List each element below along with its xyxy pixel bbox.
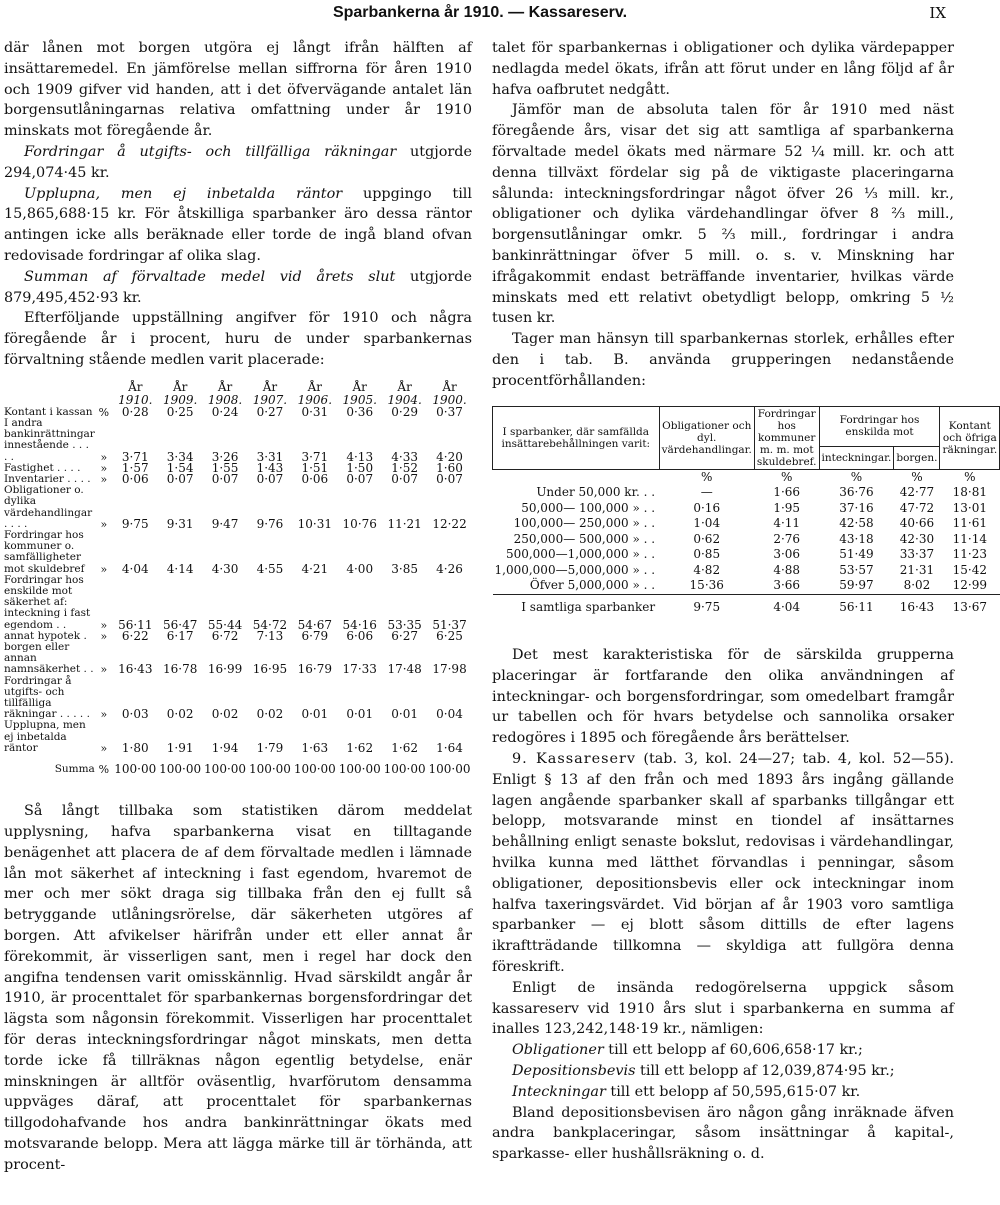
cell: 0·07 bbox=[391, 471, 418, 486]
cell: 11·14 bbox=[952, 531, 988, 546]
cell: 1·91 bbox=[166, 740, 194, 755]
row-label: 500,000—1,000,000 » . . bbox=[505, 547, 656, 562]
cell: 0·85 bbox=[693, 547, 721, 562]
row-label: 100,000— 250,000 » . . bbox=[513, 516, 656, 531]
cell: 53·57 bbox=[839, 562, 874, 577]
year-header: 1905. bbox=[342, 392, 377, 407]
col-header-borgen: borgen. bbox=[894, 447, 940, 470]
year-header: 1909. bbox=[162, 392, 198, 407]
unit-cell: » bbox=[100, 741, 108, 755]
table-body bbox=[4, 404, 472, 777]
cell: 16·43 bbox=[118, 662, 153, 677]
table-row bbox=[4, 485, 472, 530]
year-label: År bbox=[217, 379, 233, 394]
cell: 100·00 bbox=[383, 762, 426, 777]
size-table-total-row bbox=[493, 594, 1000, 615]
cell: 3·71 bbox=[121, 449, 149, 464]
cell: 9·47 bbox=[211, 516, 239, 531]
italic-term: Depositionsbevis bbox=[512, 1062, 636, 1079]
table-row bbox=[4, 676, 472, 721]
cell: 100·00 bbox=[338, 762, 381, 777]
size-table-row bbox=[493, 547, 1000, 563]
year-label-row bbox=[4, 381, 472, 394]
size-table-row bbox=[493, 532, 1000, 548]
cell: 17·98 bbox=[432, 662, 467, 677]
row-label: Inventarier . . . . bbox=[4, 472, 91, 485]
left-paragraph-efterfoljande: Efterföljande uppställning angifver för 1910 och några föregående år i procent, huru de under sparbankernas förvaltning stående medlen varit placerade: bbox=[4, 310, 472, 368]
row-label: I andra bankinrättningar innestående . . . . . bbox=[4, 416, 95, 463]
cell: 17·33 bbox=[342, 662, 377, 677]
unit-header bbox=[95, 381, 113, 394]
italic-term: Fordringar å utgifts- och tillfälliga räkningar bbox=[24, 143, 397, 160]
cell: 42·77 bbox=[899, 485, 935, 500]
unit-cell: » bbox=[100, 562, 108, 576]
cell: 0·02 bbox=[166, 707, 194, 722]
cell: 4·13 bbox=[346, 449, 374, 464]
row-label: annat hypotek . bbox=[4, 629, 87, 642]
cell: 1·80 bbox=[121, 740, 149, 755]
unit-cell: » bbox=[100, 629, 108, 643]
page-number: IX bbox=[929, 4, 946, 22]
sum-row bbox=[4, 754, 472, 775]
table-row bbox=[4, 407, 472, 418]
table-row bbox=[4, 530, 472, 575]
cell: 0·07 bbox=[211, 471, 239, 486]
cell: 15·36 bbox=[689, 578, 724, 593]
unit-cell: % bbox=[964, 469, 976, 484]
right-column bbox=[492, 38, 998, 1165]
cell: 4·55 bbox=[256, 561, 284, 576]
right-paragraph-kassareserv bbox=[492, 749, 954, 978]
cell: 0·24 bbox=[211, 404, 239, 419]
page-header-title: Sparbankerna år 1910. — Kassareserv. bbox=[332, 4, 628, 21]
cell: 51·37 bbox=[432, 617, 467, 632]
year-header: 1900. bbox=[432, 392, 467, 407]
year-label: År bbox=[128, 379, 143, 394]
cell: 4·33 bbox=[391, 449, 418, 464]
cell: 51·49 bbox=[839, 547, 874, 562]
cell: — bbox=[700, 485, 713, 500]
cell: 21·31 bbox=[899, 562, 935, 577]
cell: 0·02 bbox=[256, 707, 284, 722]
cell: 0·29 bbox=[391, 404, 418, 419]
row-label: Obligationer o. dylika värdehandlingar . . . . bbox=[4, 484, 93, 530]
section-heading: 9. Kassareserv bbox=[512, 751, 637, 768]
cell: 53·35 bbox=[387, 617, 422, 632]
unit-cell: » bbox=[100, 461, 108, 475]
cell: 1·62 bbox=[346, 740, 374, 755]
size-table-row bbox=[493, 578, 1000, 594]
cell: 100·00 bbox=[114, 762, 157, 777]
cell: 4·00 bbox=[346, 561, 374, 576]
row-label: Upplupna, men ej inbetalda räntor bbox=[4, 719, 86, 754]
paragraph-text: (tab. 3, kol. 24—27; tab. 4, kol. 52—55). Enligt § 13 af den från och med 1893 års ingång gällande lagen angående sparbanker skall af sparbanks tillgångar ett belopp, motsvarande minst en tiondel af insättarnes behållning enligt senaste bokslut, redovisas i värdehandlingar, hvilka kunna med lätthet förvandlas i penningar, såsom obligationer, depositionsbevis eller ock inteckningar inom halfva taxeringsvärdet. Vid början af år 1903 voro samtliga sparbanker — ej blott såsom dittills de efter lagens ikraftträdande tillkomna — skyldiga att fullgöra denna föreskrift. bbox=[492, 751, 955, 975]
italic-term: Inteckningar bbox=[512, 1083, 606, 1100]
unit-cell: % bbox=[701, 469, 713, 484]
cell: 56·11 bbox=[118, 617, 153, 632]
size-table-corner: I sparbanker, där samfällda insättarebehållningen varit: bbox=[493, 406, 660, 469]
cell: 33·37 bbox=[899, 547, 935, 562]
cell: 0·06 bbox=[121, 471, 149, 486]
cell: 1·04 bbox=[693, 516, 721, 531]
cell: 6·25 bbox=[436, 628, 463, 643]
cell: 12·99 bbox=[952, 578, 988, 593]
year-header: 1907. bbox=[252, 392, 288, 407]
cell: 100·00 bbox=[204, 762, 247, 777]
cell: 1·60 bbox=[436, 460, 463, 475]
list-item-depositionsbevis bbox=[492, 1061, 954, 1082]
cell: 54·72 bbox=[252, 617, 288, 632]
unit-cell: % bbox=[780, 469, 793, 484]
cell: 6·22 bbox=[121, 628, 149, 643]
cell: 3·26 bbox=[211, 449, 239, 464]
cell: 4·26 bbox=[436, 561, 463, 576]
unit-row-label bbox=[493, 469, 660, 485]
cell: 7·13 bbox=[256, 628, 284, 643]
row-label: Under 50,000 kr. . . bbox=[536, 485, 656, 500]
cell: 6·72 bbox=[211, 628, 239, 643]
row-label: 50,000— 100,000 » . . bbox=[521, 500, 656, 515]
cell: 9·75 bbox=[121, 516, 149, 531]
col-header-enskilda: Fordringar hos enskilda mot bbox=[819, 406, 940, 447]
row-label: 1,000,000—5,000,000 » . . bbox=[494, 562, 656, 577]
col-header-inteckningar: inteckningar. bbox=[819, 447, 894, 470]
year-label: År bbox=[352, 379, 367, 394]
cell: 16·95 bbox=[252, 662, 288, 677]
year-label: År bbox=[442, 379, 457, 394]
cell: 0·37 bbox=[436, 404, 463, 419]
cell: 6·27 bbox=[391, 628, 418, 643]
cell: 1·63 bbox=[301, 740, 329, 755]
cell: 3·31 bbox=[256, 449, 284, 464]
cell: 0·07 bbox=[166, 471, 194, 486]
cell: 0·03 bbox=[121, 707, 149, 722]
list-text: till ett belopp af 60,606,658·17 kr.; bbox=[603, 1042, 863, 1059]
cell: 0·07 bbox=[346, 471, 374, 486]
cell: 6·79 bbox=[301, 628, 329, 643]
right-paragraph-enligt: Enligt de insända redogörelserna uppgick såsom kassareserv vid 1910 års slut i sparbankerna en summa af inalles 123,242,148·19 kr., nämligen: bbox=[492, 979, 954, 1038]
left-paragraph-upplupna bbox=[4, 184, 472, 267]
cell: 36·76 bbox=[839, 485, 874, 500]
italic-term: Obligationer bbox=[512, 1042, 604, 1059]
cell: 4·88 bbox=[773, 562, 801, 577]
cell: 43·18 bbox=[839, 531, 874, 546]
cell: 1·50 bbox=[346, 460, 374, 475]
sum-label: Summa bbox=[54, 763, 95, 776]
table-row bbox=[4, 631, 472, 642]
cell: 0·01 bbox=[391, 707, 418, 722]
row-label: Öfver 5,000,000 » . . bbox=[529, 578, 656, 593]
unit-cell: » bbox=[100, 472, 108, 486]
row-label: borgen eller annan namnsäkerhet . . bbox=[4, 641, 94, 676]
cell: 0·28 bbox=[121, 404, 149, 419]
year-header: 1904. bbox=[387, 392, 422, 407]
left-paragraph-sa-langt: Så långt tillbaka som statistiken därom meddelat upplysning, hafva sparbankerna visat en tilltagande benägenhet att placera de af dem förvaltade medlen i lämnade lån mot säkerhet af inteckning i fast egendom, hvaremot de mer och mer sökt draga sig tillbaka från den ej fullt så betryggande utlåningsrörelse, där säkerheten utgöres af borgen. Att afvikelser härifrån under ett eller annat år förekommit, är visserligen sant, men i regel har dock den angifna tendensen varit omisskännlig. Hvad särskildt angår år 1910, är procenttalet för sparbankernas borgensfordringar det lägsta som någonsin förekommit. Visserligen har procenttalet för deras inteckningsfordringar något minskats, men detta torde icke få tillräknas någon egentlig betydelse, enär minskningen är alltför oväsentlig, hvarförutom densamma uppväges däraf, att procenttalet för sparbankernas tillgodohafvande hos andra bankinrättningar ökats med motsvarande belopp. Mera att lägga märke till är törhända, att procent- bbox=[4, 803, 472, 1173]
cell: 0·01 bbox=[301, 707, 329, 722]
list-item-inteckningar bbox=[492, 1082, 954, 1103]
cell: 1·64 bbox=[436, 740, 463, 755]
table-corner bbox=[4, 394, 95, 407]
table-row bbox=[4, 575, 472, 631]
cell: 100·00 bbox=[293, 762, 336, 777]
cell: 13·67 bbox=[940, 594, 1000, 615]
row-label: Fordringar hos kommuner o. samfälligheter mot skuldebref bbox=[4, 528, 85, 575]
unit-cell: % bbox=[98, 405, 110, 419]
cell: 16·78 bbox=[162, 662, 198, 677]
row-label: Kontant i kassan bbox=[4, 405, 93, 418]
unit-cell: » bbox=[100, 618, 108, 632]
cell: 3·66 bbox=[773, 578, 801, 593]
cell: 8·02 bbox=[903, 578, 931, 593]
cell: 1·57 bbox=[121, 460, 149, 475]
cell: 0·36 bbox=[346, 404, 374, 419]
cell: 100·00 bbox=[428, 762, 471, 777]
cell: 59·97 bbox=[839, 578, 874, 593]
right-paragraph-det-mest: Det mest karakteristiska för de särskilda grupperna placeringar är fortfarande den olika användningen af inteckningar- och borgensfordringar, som omedelbart framgår ur tabellen och för hvars betydelse och sannolika orsaker redogöres i 1895 och föregående års berättelser. bbox=[492, 647, 954, 747]
cell: 54·67 bbox=[297, 617, 333, 632]
size-table-row bbox=[493, 501, 1000, 517]
table-corner bbox=[4, 381, 95, 394]
cell: 42·30 bbox=[899, 531, 935, 546]
cell: 1·43 bbox=[256, 460, 284, 475]
cell: 4·11 bbox=[773, 516, 801, 531]
cell: 11·61 bbox=[952, 516, 988, 531]
cell: 9·76 bbox=[256, 516, 284, 531]
unit-cell: % bbox=[98, 763, 110, 777]
cell: 12·22 bbox=[432, 516, 467, 531]
cell: 4·30 bbox=[211, 561, 239, 576]
right-paragraph-jamfor: Jämför man de absoluta talen för år 1910 med näst föregående års, visar det sig att samtliga af sparbankerna förvaltade medel ökats med närmare 52 ¼ mill. kr. och att denna tillväxt fördelar sig på de viktigaste placeringarna sålunda: inteckningsfordringar något öfver 26 ⅓ mill. kr., obligationer och dylika värdehandlingar öfver 8 ⅔ mill., borgensutlåningar omkr. 5 ⅔ mill., fordringar i andra bankinrättningar öfver 5 mill. o. s. v. Minskning har ifrågakommit endast beträffande inventarier, hvilkas värde minskats med ett relativt obetydligt belopp, omkring 5 ½ tusen kr. bbox=[492, 102, 954, 327]
placement-percentage-table bbox=[4, 381, 472, 776]
size-table-header-row-1 bbox=[493, 406, 1000, 447]
year-label: År bbox=[262, 379, 278, 394]
cell: 3·34 bbox=[166, 449, 194, 464]
cell: 100·00 bbox=[248, 762, 291, 777]
cell: 6·17 bbox=[166, 628, 194, 643]
cell: 0·01 bbox=[346, 707, 374, 722]
list-text: till ett belopp af 50,595,615·07 kr. bbox=[605, 1083, 861, 1100]
cell: 56·11 bbox=[819, 594, 894, 615]
paragraph-text: utgjorde 294,074·45 kr. bbox=[4, 143, 472, 181]
size-table-row bbox=[493, 516, 1000, 532]
cell: 1·55 bbox=[211, 460, 239, 475]
cell: 10·31 bbox=[297, 516, 333, 531]
cell: 1·94 bbox=[211, 740, 239, 755]
cell: 0·02 bbox=[211, 707, 239, 722]
cell: 47·72 bbox=[899, 500, 935, 515]
year-header: 1910. bbox=[118, 392, 153, 407]
year-label: År bbox=[397, 379, 412, 394]
cell: 6·06 bbox=[346, 628, 374, 643]
cell: 16·43 bbox=[894, 594, 940, 615]
cell: 1·62 bbox=[391, 740, 418, 755]
row-label: I samtliga sparbanker bbox=[493, 594, 660, 615]
cell: 3·71 bbox=[301, 449, 329, 464]
right-paragraph-1: talet för sparbankernas i obligationer och dylika värdepapper nedlagda medel ökats, ifrån att förut under en lång följd af år hafva oafbrutet nedgått. bbox=[492, 40, 954, 98]
cell: 0·25 bbox=[166, 404, 194, 419]
cell: 18·81 bbox=[952, 485, 988, 500]
col-header-kommuner: Fordringar hos kommuner m. m. mot skuldebref. bbox=[754, 406, 819, 469]
cell: 0·16 bbox=[693, 500, 721, 515]
cell: 9·75 bbox=[659, 594, 754, 615]
cell: 1·51 bbox=[301, 460, 329, 475]
cell: 4·04 bbox=[754, 594, 819, 615]
left-paragraph-summan bbox=[4, 267, 472, 309]
left-paragraph-1: där lånen mot borgen utgöra ej långt ifrån hälften af insättaremedel. En jämförelse mellan siffrorna för åren 1910 och 1909 gifver vid handen, att i det öfvervägande antalet län borgensutlåningarnas relativa omfattning under år 1910 minskats mot föregående år. bbox=[4, 40, 472, 140]
cell: 16·99 bbox=[207, 662, 243, 677]
bank-size-percentage-table bbox=[492, 406, 1000, 616]
list-text: till ett belopp af 12,039,874·95 kr.; bbox=[635, 1062, 895, 1079]
cell: 11·21 bbox=[387, 516, 422, 531]
row-label: Fordringar å utgifts- och tillfälliga räkningar . . . . . bbox=[4, 674, 90, 721]
left-paragraph-fordringar bbox=[4, 142, 472, 184]
unit-cell: % bbox=[850, 469, 863, 484]
size-table-row bbox=[493, 485, 1000, 501]
size-table-row bbox=[493, 563, 1000, 579]
cell: 56·47 bbox=[162, 617, 198, 632]
cell: 13·01 bbox=[952, 500, 988, 515]
table-row bbox=[4, 720, 472, 754]
col-header-kontant: Kontant och öfriga räkningar. bbox=[940, 406, 1000, 469]
cell: 0·04 bbox=[436, 707, 463, 722]
list-item-obligationer bbox=[492, 1040, 954, 1061]
cell: 40·66 bbox=[899, 516, 935, 531]
unit-cell: » bbox=[100, 450, 108, 464]
right-paragraph-tager: Tager man hänsyn till sparbankernas storlek, erhålles efter den i tab. B. använda grupperingen nedanstående procentförhållanden: bbox=[492, 331, 954, 389]
unit-header bbox=[95, 394, 113, 407]
cell: 0·31 bbox=[301, 404, 329, 419]
table-row bbox=[4, 642, 472, 676]
row-label: Fordringar hos enskilde mot säkerhet af: inteckning i fast egendom . . bbox=[4, 573, 91, 631]
year-label: År bbox=[172, 379, 188, 394]
size-table-body bbox=[493, 485, 1000, 594]
cell: 17·48 bbox=[387, 662, 422, 677]
cell: 11·23 bbox=[952, 547, 988, 562]
cell: 9·31 bbox=[166, 516, 194, 531]
paragraph-text: uppgingo till 15,865,688·15 kr. För åtskilliga sparbanker äro dessa räntor antingen icke alls beräknade eller torde de ingå bland ofvan redovisade fordringar af olika slag. bbox=[4, 185, 473, 264]
right-paragraph-bland: Bland depositionsbevisen äro någon gång inräknade äfven andra bankplaceringar, såsom insättningar å kapital-, sparkasse- eller hushållsräkning o. d. bbox=[492, 1104, 954, 1163]
italic-term: Summan af förvaltade medel vid årets slut bbox=[24, 268, 396, 285]
cell: 3·06 bbox=[773, 547, 801, 562]
cell: 54·16 bbox=[342, 617, 377, 632]
unit-row bbox=[493, 469, 1000, 485]
year-header: 1906. bbox=[297, 392, 333, 407]
cell: 55·44 bbox=[207, 617, 243, 632]
unit-cell: » bbox=[100, 708, 108, 722]
cell: 4·14 bbox=[166, 561, 194, 576]
cell: 0·62 bbox=[693, 531, 721, 546]
cell: 0·07 bbox=[256, 471, 284, 486]
row-label: 250,000— 500,000 » . . bbox=[513, 531, 656, 546]
cell: 1·95 bbox=[773, 500, 801, 515]
cell: 4·04 bbox=[121, 561, 149, 576]
cell: 1·52 bbox=[391, 460, 418, 475]
col-header-obligationer: Obligationer och dyl. värdehandlingar. bbox=[659, 406, 754, 469]
cell: 42·58 bbox=[839, 516, 874, 531]
unit-cell: % bbox=[911, 469, 923, 484]
cell: 10·76 bbox=[342, 516, 377, 531]
cell: 0·27 bbox=[256, 404, 284, 419]
cell: 1·66 bbox=[773, 485, 801, 500]
cell: 37·16 bbox=[839, 500, 874, 515]
table-row bbox=[4, 418, 472, 463]
cell: 2·76 bbox=[773, 531, 801, 546]
paragraph-text: utgjorde 879,495,452·93 kr. bbox=[4, 268, 472, 306]
cell: 15·42 bbox=[952, 562, 988, 577]
cell: 4·20 bbox=[436, 449, 463, 464]
cell: 1·79 bbox=[256, 740, 284, 755]
cell: 16·79 bbox=[297, 662, 333, 677]
italic-term: Upplupna, men ej inbetalda räntor bbox=[24, 185, 343, 202]
cell: 0·06 bbox=[301, 471, 329, 486]
cell: 100·00 bbox=[159, 762, 202, 777]
running-header bbox=[0, 4, 960, 26]
cell: 1·54 bbox=[166, 460, 194, 475]
cell: 0·07 bbox=[436, 471, 463, 486]
unit-cell: » bbox=[100, 517, 108, 531]
row-label: Fastighet . . . . bbox=[4, 461, 81, 474]
unit-cell: » bbox=[100, 663, 108, 677]
year-header: 1908. bbox=[207, 392, 243, 407]
cell: 4·21 bbox=[301, 561, 329, 576]
year-label: År bbox=[307, 379, 323, 394]
left-column bbox=[4, 38, 472, 1176]
cell: 3·85 bbox=[391, 561, 418, 576]
cell: 4·82 bbox=[693, 562, 721, 577]
